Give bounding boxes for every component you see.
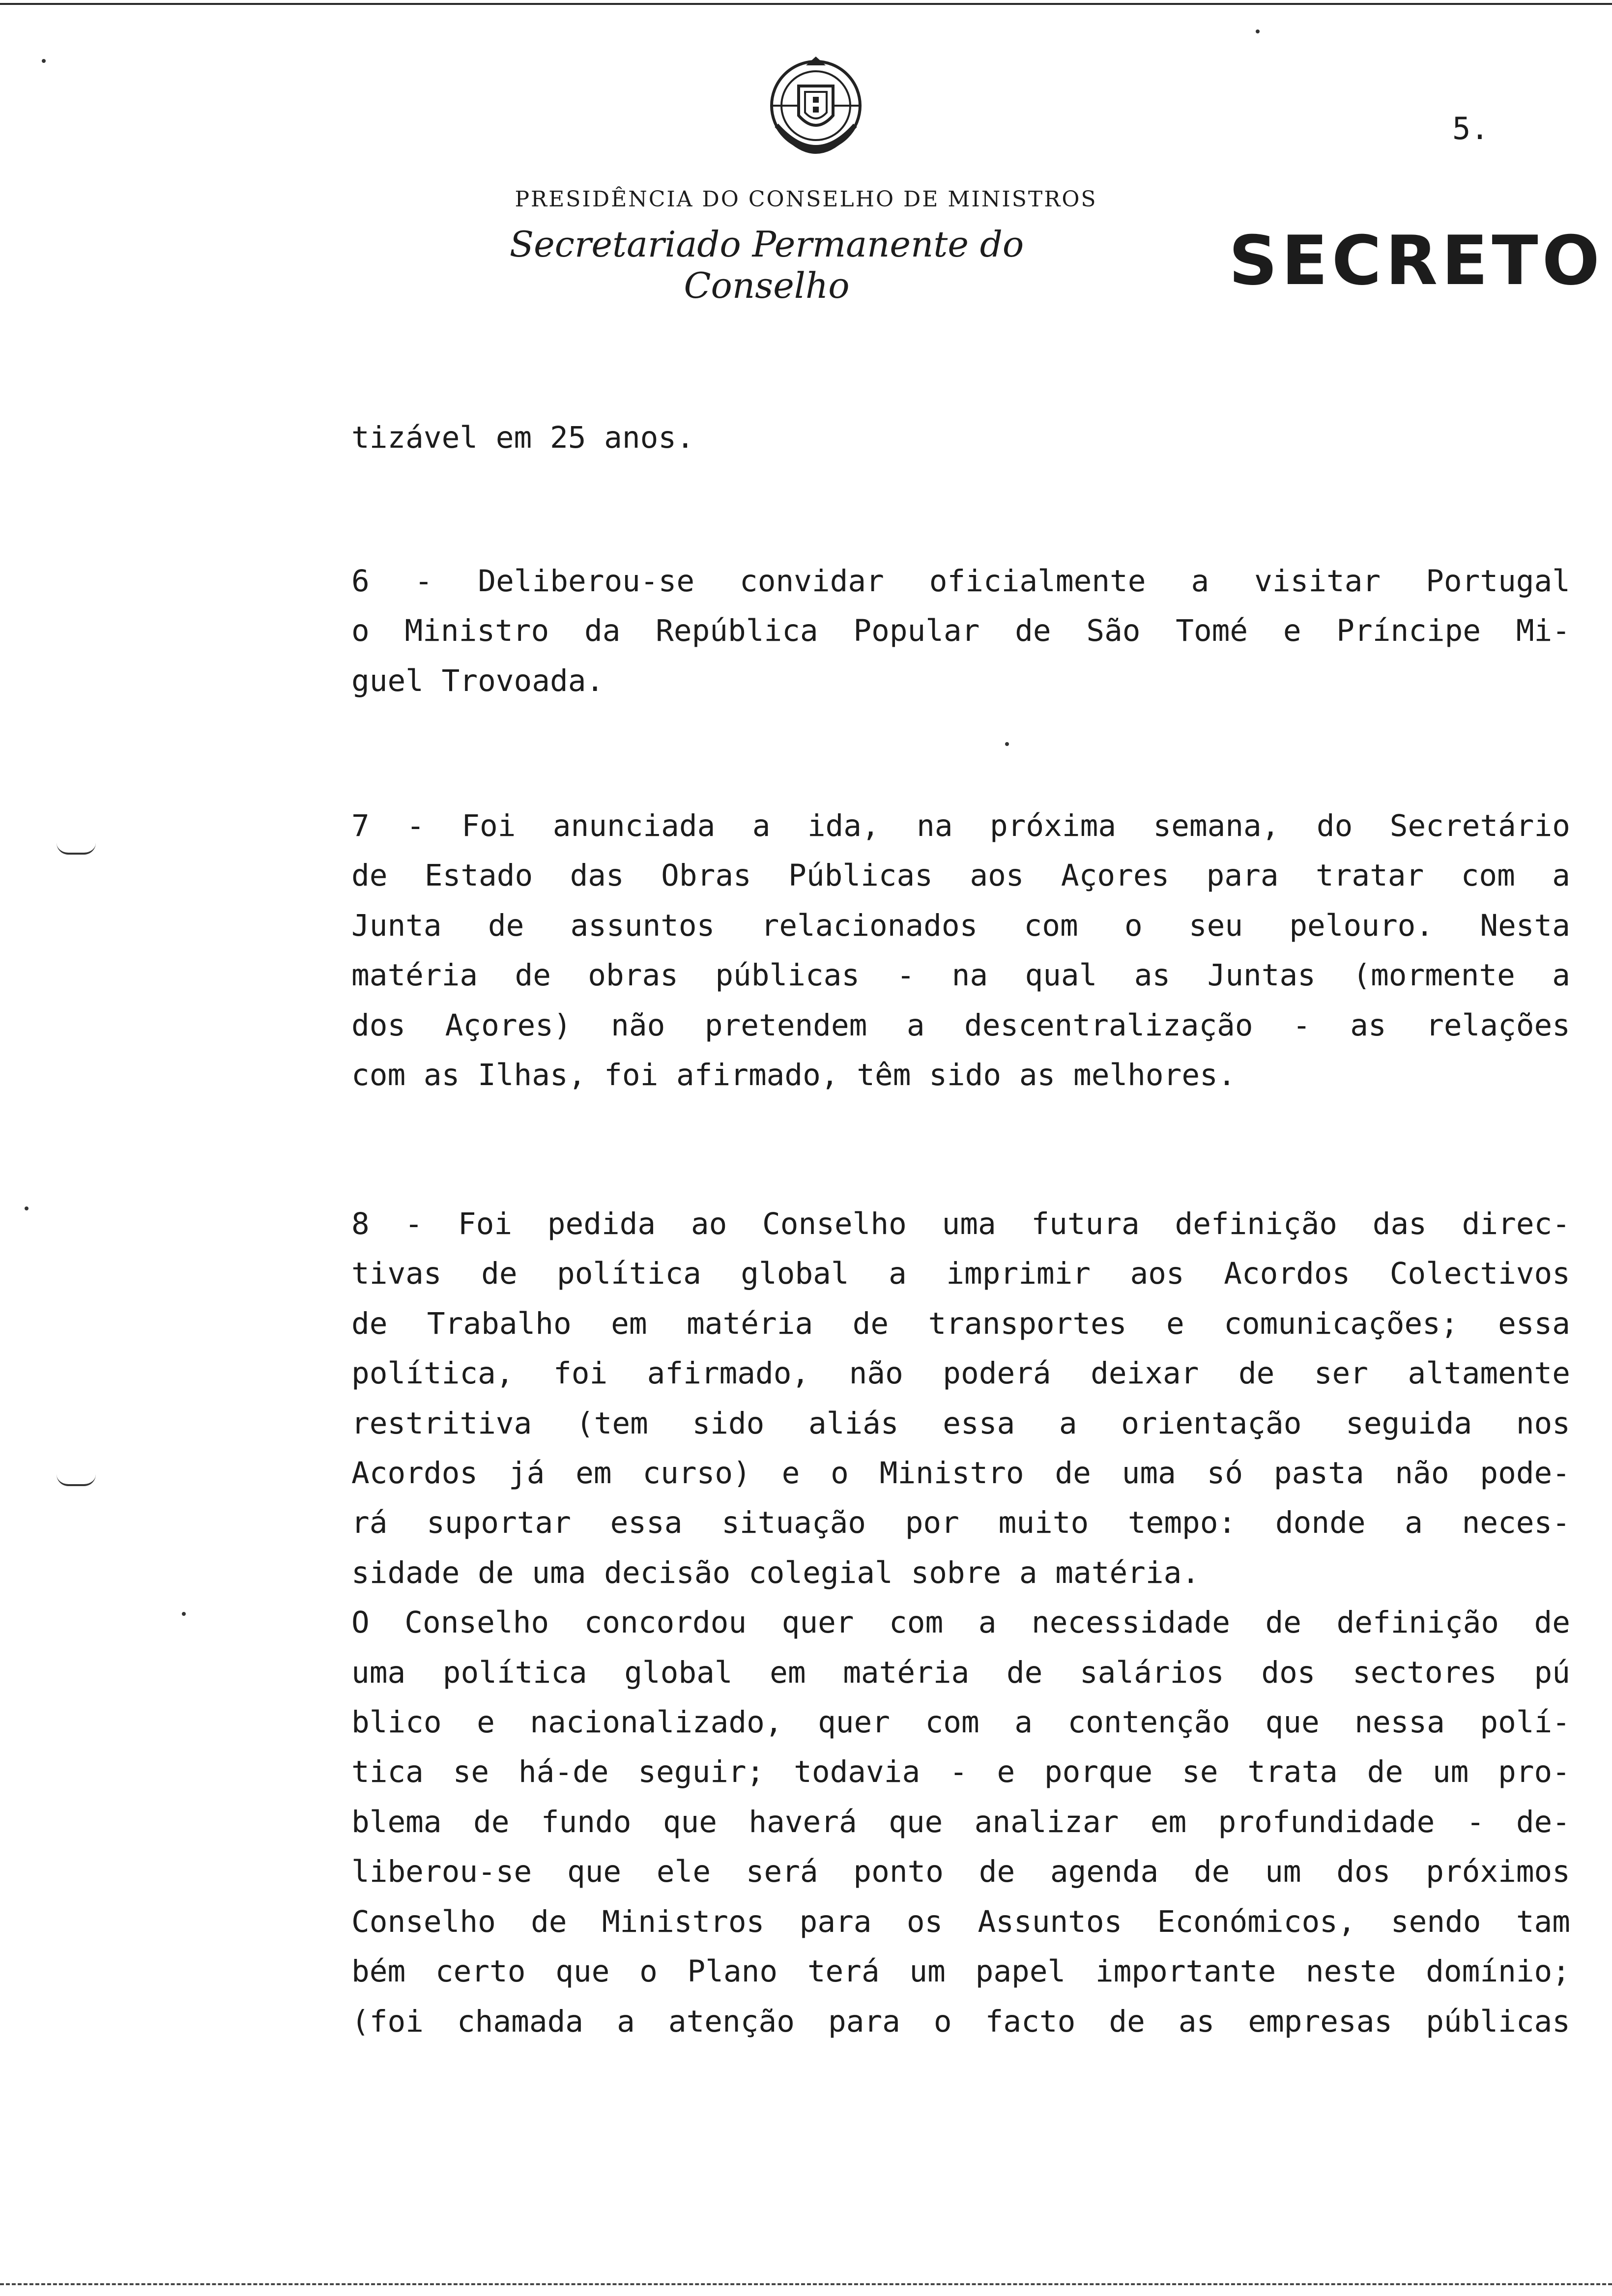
page-number: 5. [1452, 111, 1489, 146]
text-line: Conselho de Ministros para os Assuntos Económicos, sendo tam [351, 1904, 1570, 1939]
organization-subtitle: Secretariado Permanente do Conselho [509, 224, 1024, 306]
text-line: bém certo que o Plano terá um papel importante neste domínio; [351, 1954, 1570, 1989]
text-line: 8 - Foi pedida ao Conselho uma futura definição das direc- [351, 1206, 1570, 1241]
text-line: O Conselho concordou quer com a necessidade de definição de [351, 1605, 1570, 1640]
text-line: com as Ilhas, foi afirmado, têm sido as melhores. [351, 1058, 1236, 1093]
paragraph-continuation [351, 413, 1570, 462]
text-line: de Trabalho em matéria de transportes e comunicações; essa [351, 1306, 1570, 1341]
coat-of-arms-emblem [767, 52, 865, 170]
text-line: o Ministro da República Popular de São Tomé e Príncipe Mi- [351, 613, 1570, 649]
text-line: Junta de assuntos relacionados com o seu pelouro. Nesta [351, 908, 1570, 943]
margin-mark [57, 1474, 96, 1486]
organization-name: PRESIDÊNCIA DO CONSELHO DE MINISTROS [515, 187, 1097, 212]
scan-speck [25, 1206, 29, 1210]
text-line: sidade de uma decisão colegial sobre a matéria. [351, 1555, 1200, 1590]
text-line: (foi chamada a atenção para o facto de as empresas públicas [351, 2004, 1570, 2039]
scan-speck [182, 1612, 186, 1616]
text-line: Acordos já em curso) e o Ministro de uma só pasta não pode- [351, 1456, 1570, 1491]
text-line: de Estado das Obras Públicas aos Açores para tratar com a [351, 858, 1570, 893]
text-line: matéria de obras públicas - na qual as Juntas (mormente a [351, 958, 1570, 993]
text-line: uma política global em matéria de salários dos sectores pú [351, 1655, 1570, 1690]
top-edge-line [0, 3, 1612, 5]
text-line: rá suportar essa situação por muito tempo: donde a neces- [351, 1505, 1570, 1541]
text-line: dos Açores) não pretendem a descentralização - as relações [351, 1007, 1570, 1043]
paragraph-item-6 [351, 556, 1570, 706]
paragraph-item-7 [351, 801, 1570, 1100]
text-line: política, foi afirmado, não poderá deixar de ser altamente [351, 1356, 1570, 1391]
text-line: tivas de política global a imprimir aos Acordos Colectivos [351, 1256, 1570, 1292]
text-line: tica se há-de seguir; todavia - e porque se trata de um pro- [351, 1754, 1570, 1790]
text-line: restritiva (tem sido aliás essa a orientação seguida nos [351, 1406, 1570, 1441]
classification-stamp: SECRETO [1229, 221, 1604, 300]
text-line: 7 - Foi anunciada a ida, na próxima semana, do Secretário [351, 808, 1570, 843]
paragraph-item-8 [351, 1199, 1570, 2046]
margin-mark [57, 843, 96, 855]
text-line: guel Trovoada. [351, 663, 604, 698]
scan-speck [1005, 742, 1009, 746]
text-line: blema de fundo que haverá que analizar em profundidade - de- [351, 1804, 1570, 1839]
text-line: liberou-se que ele será ponto de agenda de um dos próximos [351, 1854, 1570, 1890]
text-line: blico e nacionalizado, quer com a contenção que nessa polí- [351, 1705, 1570, 1740]
scan-speck [1256, 29, 1260, 33]
scan-speck [42, 59, 46, 63]
text-line: tizável em 25 anos. [351, 420, 694, 455]
text-line: 6 - Deliberou-se convidar oficialmente a visitar Portugal [351, 564, 1570, 599]
bottom-edge-line [0, 2283, 1612, 2285]
